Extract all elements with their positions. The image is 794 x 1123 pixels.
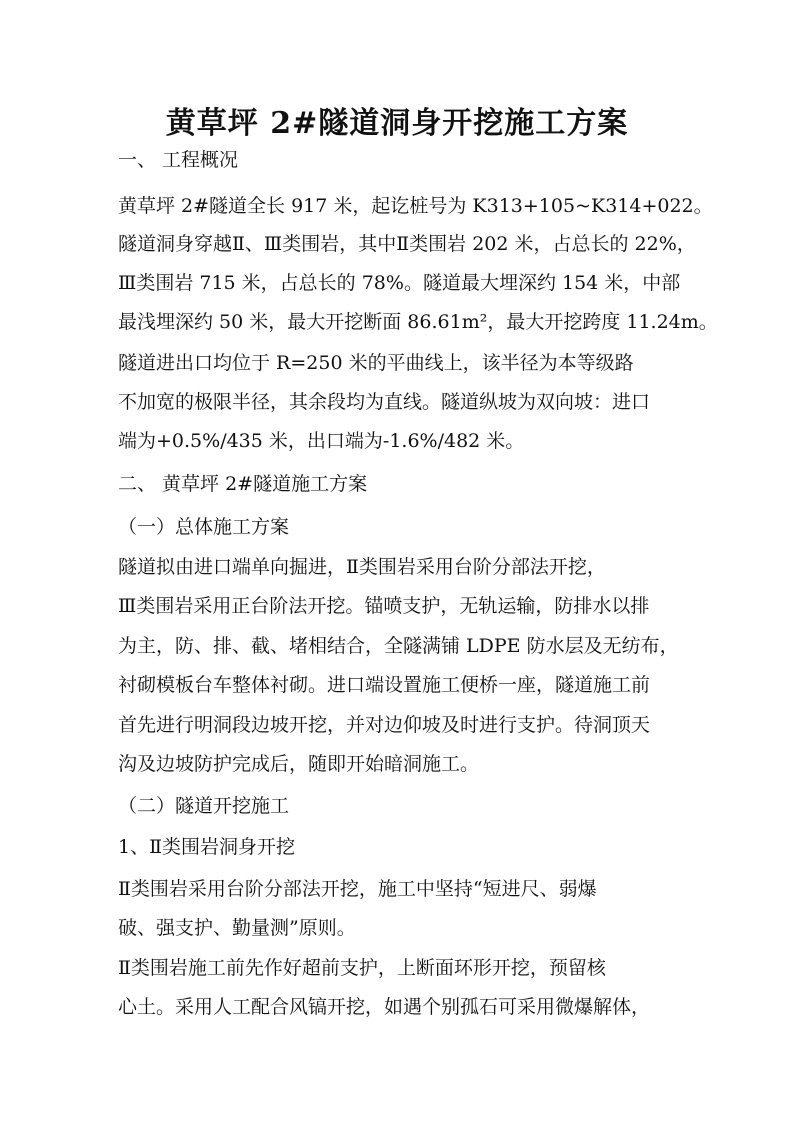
section-heading-overview: 一、 工程概况 [118,149,239,171]
subsection-heading-excavation: （二）隧道开挖施工 [118,795,290,817]
paragraph-line: 端为+0.5%/435 米，出口端为-1.6%/482 米。 [118,430,525,452]
document-title: 黄草坪 2#隧道洞身开挖施工方案 [165,106,629,141]
paragraph-line: 破、强支护、勤量测”原则。 [118,917,356,939]
paragraph-line: 最浅埋深约 50 米，最大开挖断面 86.61m²，最大开挖跨度 11.24m。 [118,311,718,333]
paragraph-line: 隧道进出口均位于 R=250 米的平曲线上，该半径为本等级路 [118,352,634,374]
paragraph-line: 黄草坪 2#隧道全长 917 米，起讫桩号为 K313+105~K314+022。 [118,195,713,217]
paragraph-line: Ⅲ类围岩采用正台阶法开挖。锚喷支护，无轨运输，防排水以排 [118,595,650,617]
paragraph-line: 不加宽的极限半径，其余段均为直线。隧道纵坡为双向坡：进口 [118,391,651,413]
paragraph-line: 隧道拟由进口端单向掘进，Ⅱ类围岩采用台阶分部法开挖， [118,556,606,578]
paragraph-line: 心土。采用人工配合风镐开挖，如遇个别孤石可采用微爆解体， [118,996,651,1018]
item-heading-class-ii: 1、Ⅱ类围岩洞身开挖 [118,836,296,858]
section-heading-plan: 二、 黄草坪 2#隧道施工方案 [118,473,368,495]
paragraph-line: 沟及边坡防护完成后，随即开始暗洞施工。 [118,753,480,775]
paragraph-line: Ⅱ类围岩采用台阶分部法开挖，施工中坚持“短进尺、弱爆 [118,878,597,900]
paragraph-line: 隧道洞身穿越Ⅱ、Ⅲ类围岩，其中Ⅱ类围岩 202 米，占总长的 22%， [118,233,696,255]
subsection-heading-overall: （一）总体施工方案 [118,516,290,538]
paragraph-line: Ⅱ类围岩施工前先作好超前支护，上断面环形开挖，预留核 [118,957,606,979]
paragraph-line: Ⅲ类围岩 715 米，占总长的 78%。隧道最大埋深约 154 米，中部 [118,272,681,294]
paragraph-line: 衬砌模板台车整体衬砌。进口端设置施工便桥一座，隧道施工前 [118,674,651,696]
paragraph-line: 为主，防、排、截、堵相结合，全隧满铺 LDPE 防水层及无纺布， [118,635,679,657]
paragraph-line: 首先进行明洞段边坡开挖，并对边仰坡及时进行支护。待洞顶天 [118,714,651,736]
